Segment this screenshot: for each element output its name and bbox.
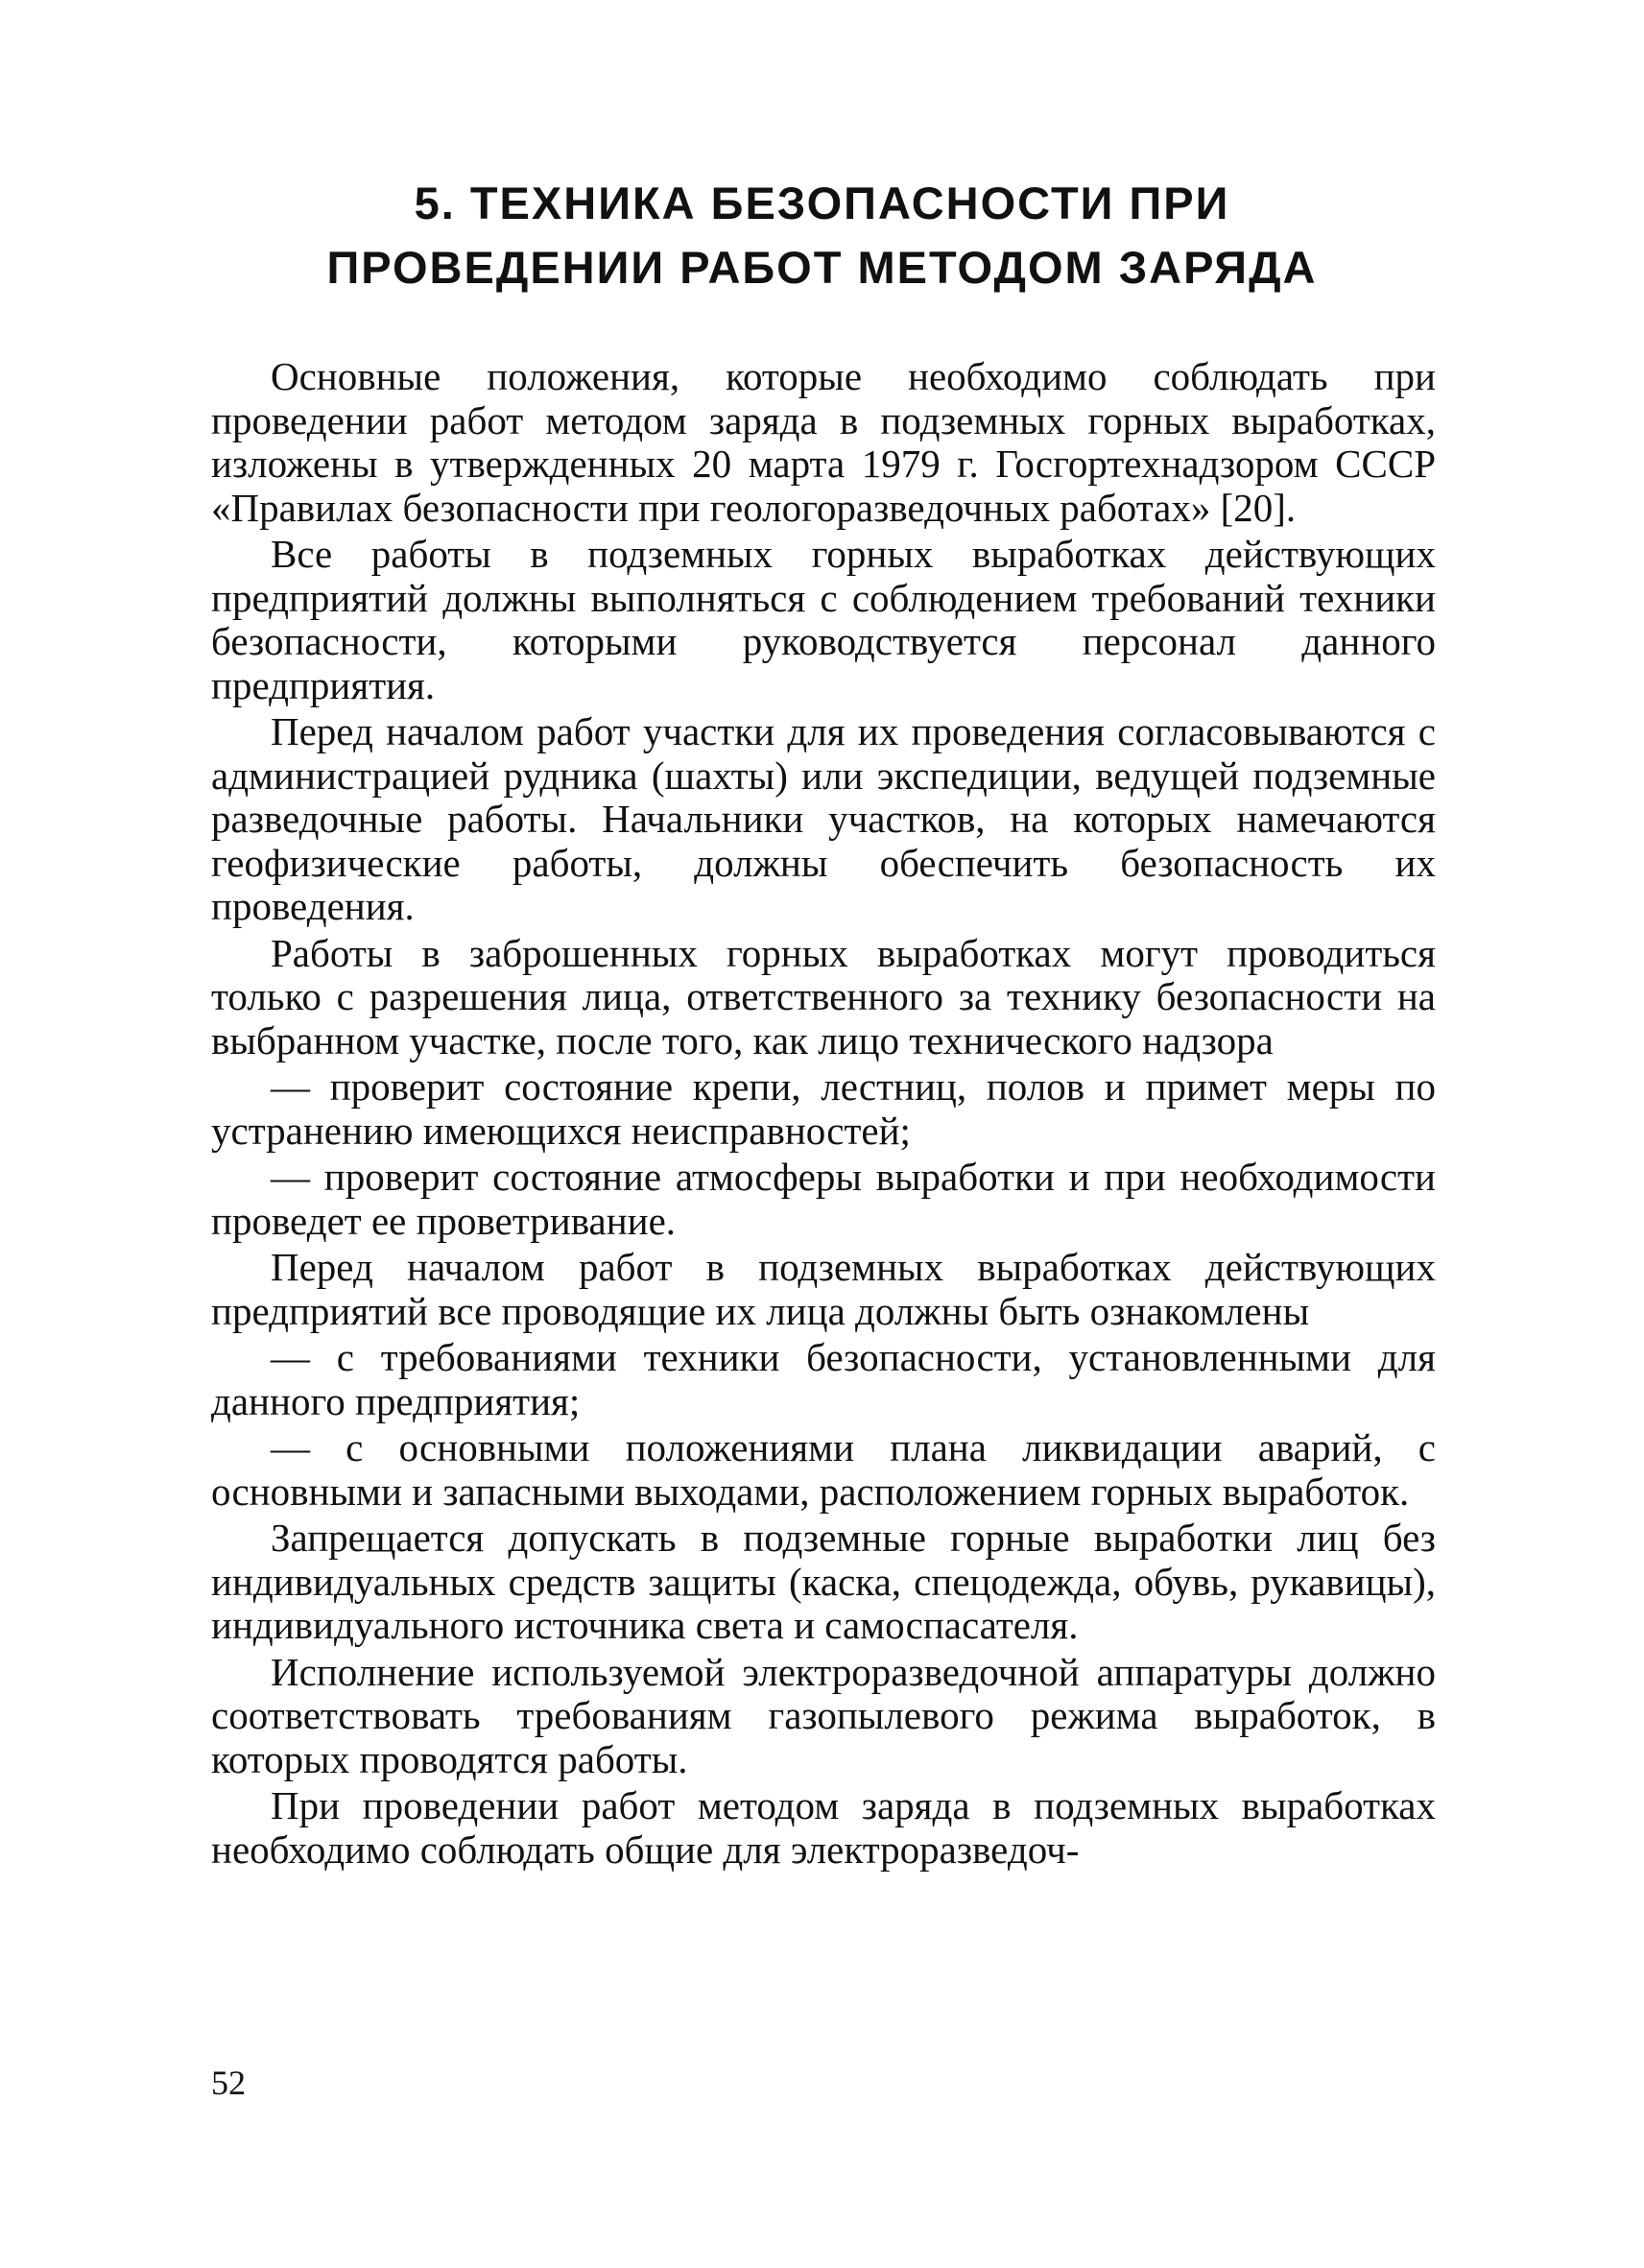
paragraph-7: Исполнение используемой электроразведочной аппаратуры должно соответствовать требованиям газопылевого режима выработок, в которых проводятся работы. xyxy=(211,1649,1436,1781)
paragraph-3: Перед началом работ участки для их проведения согласовываются с администрацией рудника (шахты) или экспедиции, ведущей подземные разведочные работы. Начальники участков, на которых намечаются геофизические работы, должны обеспечить безопасность их проведения. xyxy=(211,709,1436,928)
paragraph-2: Все работы в подземных горных выработках действующих предприятий должны выполняться с соблюдением требований техники безопасности, которыми руководствуется персонал данного предприятия. xyxy=(211,532,1436,707)
paragraph-6: Запрещается допускать в подземные горные выработки лиц без индивидуальных средств защиты (каска, спецодежда, обувь, рукавицы), индивидуального источника света и самоспасателя. xyxy=(211,1516,1436,1647)
dash-item-4: — с основными положениями плана ликвидации аварий, с основными и запасными выходами, расположением горных выработок. xyxy=(211,1425,1436,1514)
dash-item-3: — с требованиями техники безопасности, установленными для данного предприятия; xyxy=(211,1335,1436,1423)
paragraph-5: Перед началом работ в подземных выработках действующих предприятий все проводящие их лица должны быть ознакомлены xyxy=(211,1245,1436,1333)
paragraph-4: Работы в заброшенных горных выработках могут проводиться только с разрешения лица, ответственного за технику безопасности на выбранном участке, после того, как лицо технического надзора xyxy=(211,930,1436,1062)
body-text xyxy=(211,355,1436,1874)
paragraph-8: При проведении работ методом заряда в подземных выработках необходимо соблюдать общие для электроразведоч- xyxy=(211,1783,1436,1872)
section-title-line-1: 5. ТЕХНИКА БЕЗОПАСНОСТИ ПРИ xyxy=(414,178,1230,228)
section-title xyxy=(154,171,1490,299)
dash-item-2: — проверит состояние атмосферы выработки и при необходимости проведет ее проветривание. xyxy=(211,1155,1436,1243)
dash-item-1: — проверит состояние крепи, лестниц, полов и примет меры по устранению имеющихся неисправностей; xyxy=(211,1064,1436,1153)
section-title-line-2: ПРОВЕДЕНИИ РАБОТ МЕТОДОМ ЗАРЯДА xyxy=(326,242,1318,293)
paragraph-1: Основные положения, которые необходимо соблюдать при проведении работ методом заряда в подземных горных выработках, изложены в утвержденных 20 марта 1979 г. Госгортехнадзором СССР «Правилах безопасности при геологоразведочных работах» [20]. xyxy=(211,354,1436,530)
page-number: 52 xyxy=(211,2064,246,2102)
